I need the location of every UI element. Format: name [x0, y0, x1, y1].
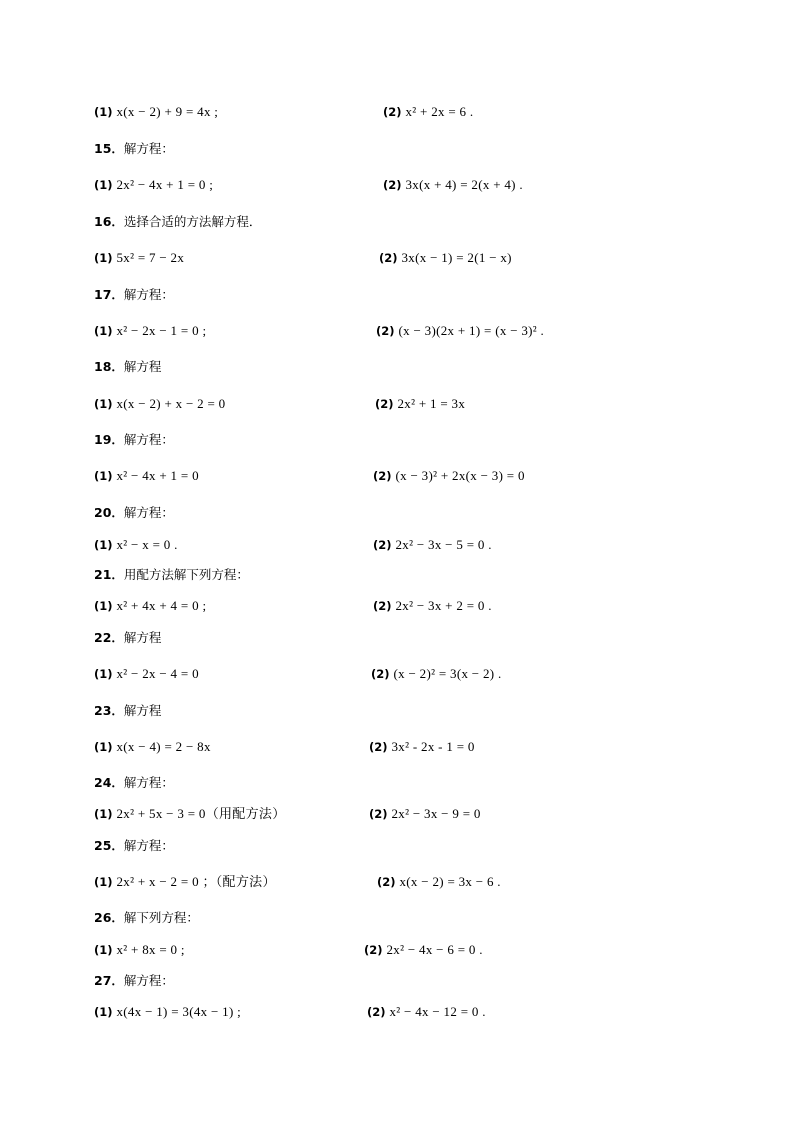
question-title: 选择合适的方法解方程．	[123, 214, 262, 229]
question-21-part-2	[373, 598, 492, 614]
part-label: (2)	[383, 105, 402, 119]
question-title: 解方程：	[123, 287, 174, 302]
part-label: (1)	[94, 538, 113, 552]
part-label: (1)	[94, 324, 113, 338]
question-number: 23．	[94, 703, 124, 718]
part-label: (1)	[94, 667, 113, 681]
question-number: 19．	[94, 432, 124, 447]
part-label: (1)	[94, 469, 113, 483]
equation: x² − 2x − 1 = 0 ;	[116, 323, 207, 338]
question-number: 17．	[94, 287, 124, 302]
question-20-heading	[94, 505, 174, 521]
part-label: (1)	[94, 397, 113, 411]
question-title: 解方程：	[123, 432, 174, 447]
question-title: 解方程：	[123, 838, 174, 853]
question-24-part-1	[94, 806, 286, 822]
question-19-part-2	[373, 468, 525, 484]
question-title: 解方程	[123, 359, 162, 374]
question-title: 解方程：	[123, 505, 174, 520]
question-title: 解方程：	[123, 141, 174, 156]
question-15-part-1	[94, 177, 213, 193]
equation: x(x − 4) = 2 − 8x	[116, 739, 211, 754]
question-25-part-2	[377, 874, 501, 890]
equation: (x − 2)² = 3(x − 2) .	[393, 666, 502, 681]
equation: x² + 4x + 4 = 0 ;	[116, 598, 207, 613]
question-22-heading	[94, 630, 161, 646]
question-number: 15．	[94, 141, 124, 156]
question-24-part-2	[369, 806, 481, 822]
equation: 2x² + x − 2 = 0 ；（配方法）	[116, 874, 276, 889]
question-26-part-1	[94, 942, 185, 958]
question-27-heading	[94, 973, 174, 989]
part-label: (1)	[94, 178, 113, 192]
part-label: (2)	[369, 740, 388, 754]
question-number: 22．	[94, 630, 124, 645]
part-label: (2)	[379, 251, 398, 265]
part-label: (2)	[377, 875, 396, 889]
equation: 3x(x + 4) = 2(x + 4) .	[405, 177, 523, 192]
part-label: (2)	[367, 1005, 386, 1019]
question-23-heading	[94, 703, 161, 719]
equation: x(x − 2) = 3x − 6 .	[399, 874, 501, 889]
question-15-heading	[94, 141, 174, 157]
question-title: 用配方法解下列方程：	[123, 567, 249, 582]
equation: x² − 4x + 1 = 0	[116, 468, 199, 483]
question-number: 27．	[94, 973, 124, 988]
question-number: 20．	[94, 505, 124, 520]
part-label: (2)	[373, 538, 392, 552]
question-17-part-1	[94, 323, 206, 339]
question-27-part-1	[94, 1004, 241, 1020]
part-label: (2)	[373, 599, 392, 613]
part-label: (1)	[94, 1005, 113, 1019]
equation: x² + 8x = 0 ;	[116, 942, 185, 957]
question-title: 解方程	[123, 630, 162, 645]
question-25-part-1	[94, 874, 276, 890]
question-20-part-1	[94, 537, 178, 553]
question-17-part-2	[376, 323, 544, 339]
question-14-part-2	[383, 104, 473, 120]
equation: x² + 2x = 6 .	[405, 104, 474, 119]
question-23-part-1	[94, 739, 211, 755]
question-number: 24．	[94, 775, 124, 790]
question-25-heading	[94, 838, 174, 854]
part-label: (1)	[94, 105, 113, 119]
question-22-part-1	[94, 666, 199, 682]
question-18-heading	[94, 359, 161, 375]
equation: (x − 3)(2x + 1) = (x − 3)² .	[398, 323, 545, 338]
equation: x(x − 2) + 9 = 4x ;	[116, 104, 219, 119]
equation: 2x² − 4x + 1 = 0 ;	[116, 177, 214, 192]
part-label: (1)	[94, 807, 113, 821]
part-label: (2)	[364, 943, 383, 957]
question-19-part-1	[94, 468, 199, 484]
part-label: (1)	[94, 875, 113, 889]
question-26-part-2	[364, 942, 483, 958]
part-label: (2)	[375, 397, 394, 411]
question-27-part-2	[367, 1004, 486, 1020]
question-18-part-1	[94, 396, 225, 412]
part-label: (2)	[376, 324, 395, 338]
equation: 2x² + 5x − 3 = 0（用配方法）	[116, 806, 286, 821]
equation: 2x² − 3x − 5 = 0 .	[395, 537, 492, 552]
equation: x² − 4x − 12 = 0 .	[389, 1004, 486, 1019]
question-26-heading	[94, 910, 199, 926]
question-16-heading	[94, 214, 261, 230]
equation: x² − x = 0 .	[116, 537, 178, 552]
question-19-heading	[94, 432, 174, 448]
equation: x(x − 2) + x − 2 = 0	[116, 396, 226, 411]
part-label: (1)	[94, 251, 113, 265]
part-label: (2)	[373, 469, 392, 483]
part-label: (2)	[371, 667, 390, 681]
part-label: (2)	[369, 807, 388, 821]
equation: 2x² − 3x + 2 = 0 .	[395, 598, 492, 613]
question-21-heading	[94, 567, 249, 583]
equation: (x − 3)² + 2x(x − 3) = 0	[395, 468, 525, 483]
question-number: 16．	[94, 214, 124, 229]
question-number: 26．	[94, 910, 124, 925]
question-22-part-2	[371, 666, 502, 682]
question-title: 解方程：	[123, 973, 174, 988]
question-24-heading	[94, 775, 174, 791]
question-title: 解方程：	[123, 775, 174, 790]
question-18-part-2	[375, 396, 465, 412]
question-number: 21．	[94, 567, 124, 582]
part-label: (1)	[94, 943, 113, 957]
part-label: (2)	[383, 178, 402, 192]
equation: 3x(x − 1) = 2(1 − x)	[401, 250, 512, 265]
equation: 5x² = 7 − 2x	[116, 250, 185, 265]
question-16-part-1	[94, 250, 184, 266]
equation: x² − 2x − 4 = 0	[116, 666, 199, 681]
part-label: (1)	[94, 599, 113, 613]
question-number: 18．	[94, 359, 124, 374]
equation: 3x² - 2x - 1 = 0	[391, 739, 475, 754]
question-21-part-1	[94, 598, 206, 614]
question-17-heading	[94, 287, 174, 303]
equation: 2x² + 1 = 3x	[397, 396, 466, 411]
equation: x(4x − 1) = 3(4x − 1) ;	[116, 1004, 242, 1019]
question-23-part-2	[369, 739, 475, 755]
equation: 2x² − 4x − 6 = 0 .	[386, 942, 483, 957]
question-14-part-1	[94, 104, 218, 120]
question-20-part-2	[373, 537, 492, 553]
equation: 2x² − 3x − 9 = 0	[391, 806, 481, 821]
question-title: 解方程	[123, 703, 162, 718]
question-title: 解下列方程：	[123, 910, 199, 925]
question-16-part-2	[379, 250, 512, 266]
part-label: (1)	[94, 740, 113, 754]
question-15-part-2	[383, 177, 523, 193]
question-number: 25．	[94, 838, 124, 853]
